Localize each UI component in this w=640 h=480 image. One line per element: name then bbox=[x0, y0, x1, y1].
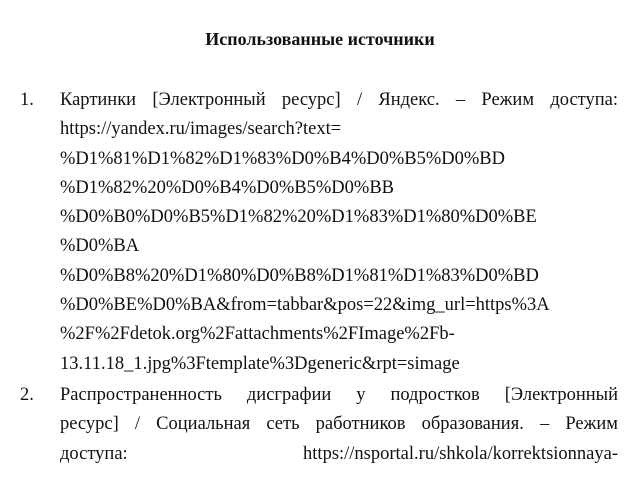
reference-url-line[interactable]: %2F%2Fdetok.org%2Fattachments%2FImage%2Fb- bbox=[60, 324, 455, 345]
reference-number: 2. bbox=[20, 384, 34, 405]
reference-url-line[interactable]: %D0%BA bbox=[60, 236, 140, 257]
reference-line: Распространенность дисграфии у подростков [Электронный bbox=[60, 384, 618, 405]
reference-item-1 bbox=[20, 86, 618, 379]
reference-url-line[interactable]: https://yandex.ru/images/search?text= bbox=[60, 119, 342, 140]
reference-url-line[interactable]: %D1%81%D1%82%D1%83%D0%B4%D0%B5%D0%BD bbox=[60, 148, 505, 169]
reference-url-line[interactable]: 13.11.18_1.jpg%3Ftemplate%3Dgeneric&rpt=simage bbox=[60, 353, 460, 374]
reference-url-line[interactable]: %D0%BE%D0%BA&from=tabbar&pos=22&img_url=https%3A bbox=[60, 295, 550, 316]
reference-number: 1. bbox=[20, 90, 34, 110]
reference-line: Картинки [Электронный ресурс] / Яндекс. – Режим доступа: bbox=[60, 90, 618, 110]
page-title: Использованные источники bbox=[205, 29, 435, 49]
references-list bbox=[20, 86, 618, 471]
reference-url-line[interactable]: %D0%B0%D0%B5%D1%82%20%D1%83%D1%80%D0%BE bbox=[60, 207, 537, 228]
reference-item-2 bbox=[20, 381, 618, 469]
reference-url-line[interactable]: доступа: https://nsportal.ru/shkola/korrektsionnaya- bbox=[60, 443, 618, 464]
reference-text bbox=[60, 86, 618, 379]
reference-url-line[interactable]: %D0%B8%20%D1%80%D0%B8%D1%81%D1%83%D0%BD bbox=[60, 265, 539, 286]
reference-url-line[interactable]: %D1%82%20%D0%B4%D0%B5%D0%BB bbox=[60, 177, 394, 198]
reference-line: ресурс] / Социальная сеть работников образования. – Режим bbox=[60, 414, 618, 435]
reference-text bbox=[60, 381, 618, 469]
